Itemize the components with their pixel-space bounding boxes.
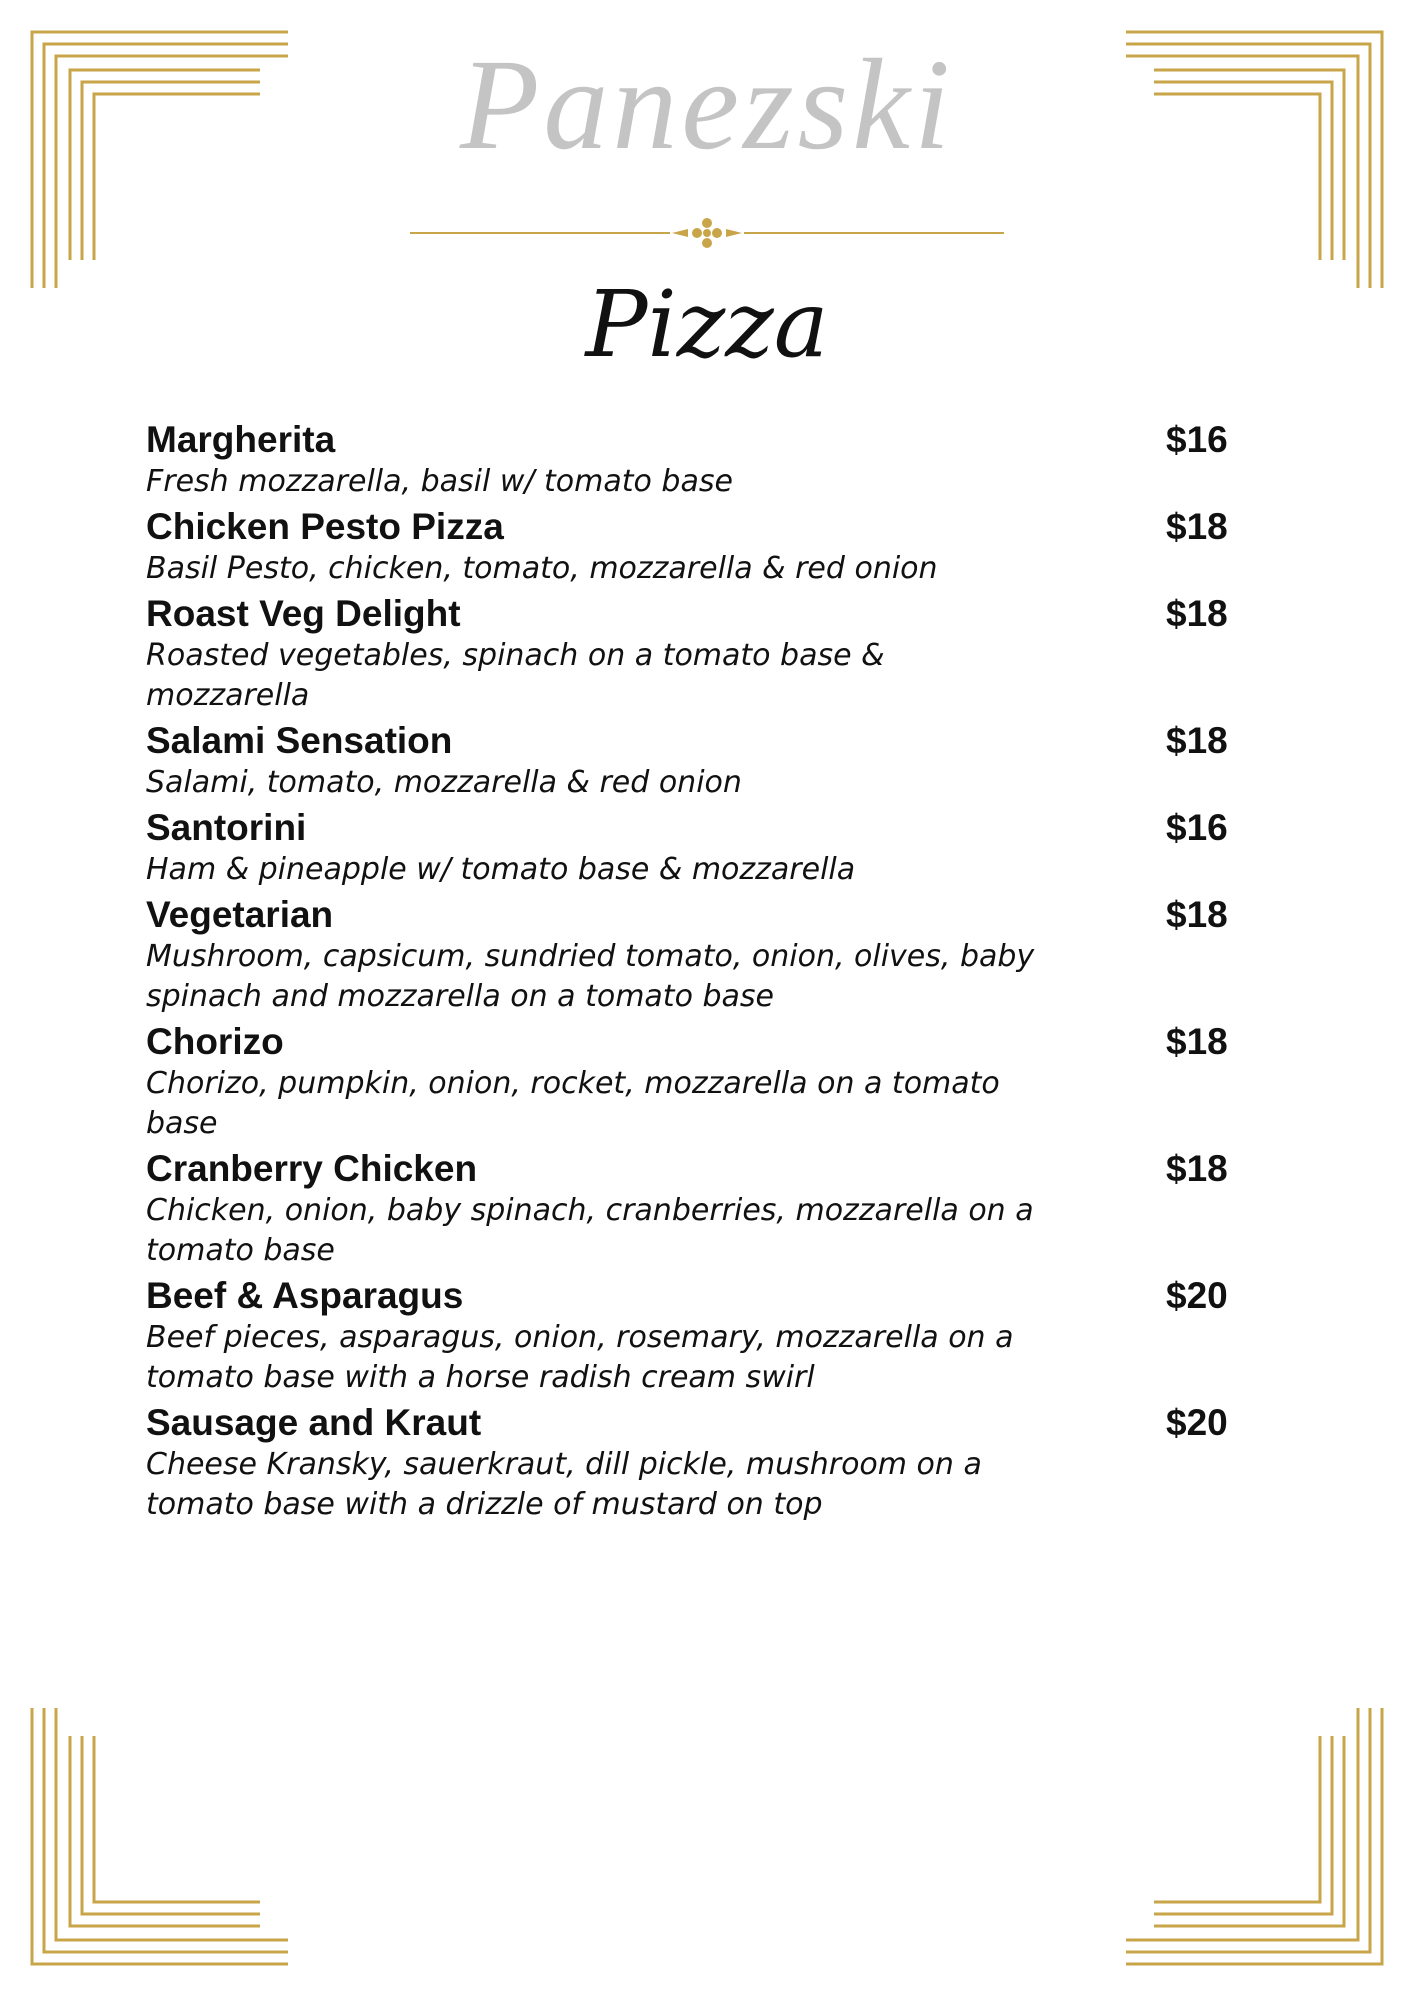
item-price: $20 bbox=[1166, 1275, 1228, 1316]
item-name: Santorini bbox=[146, 807, 307, 848]
menu-item bbox=[146, 592, 1226, 716]
item-description: Chorizo, pumpkin, onion, rocket, mozzarella on a tomato base bbox=[146, 1066, 1000, 1141]
item-description: Cheese Kransky, sauerkraut, dill pickle, mushroom on a tomato base with a drizzle of mustard on top bbox=[146, 1447, 982, 1522]
menu-list bbox=[146, 418, 1226, 1528]
item-name: Salami Sensation bbox=[146, 720, 453, 761]
menu-item bbox=[146, 719, 1226, 803]
menu-item bbox=[146, 806, 1226, 890]
item-price: $20 bbox=[1166, 1402, 1228, 1443]
item-description: Fresh mozzarella, basil w/ tomato base bbox=[146, 464, 733, 499]
item-description: Chicken, onion, baby spinach, cranberries, mozzarella on a tomato base bbox=[146, 1193, 1034, 1268]
item-price: $16 bbox=[1166, 419, 1228, 460]
menu-item bbox=[146, 1274, 1226, 1398]
item-name: Sausage and Kraut bbox=[146, 1402, 482, 1443]
item-price: $16 bbox=[1166, 807, 1228, 848]
item-name: Cranberry Chicken bbox=[146, 1148, 478, 1189]
menu-item bbox=[146, 505, 1226, 589]
menu-item bbox=[146, 1401, 1226, 1525]
section-title: Pizza bbox=[585, 271, 829, 378]
item-price: $18 bbox=[1166, 1148, 1228, 1189]
menu-item bbox=[146, 1147, 1226, 1271]
item-name: Margherita bbox=[146, 419, 336, 460]
menu-item bbox=[146, 418, 1226, 502]
item-name: Chicken Pesto Pizza bbox=[146, 506, 504, 547]
item-name: Chorizo bbox=[146, 1021, 284, 1062]
item-price: $18 bbox=[1166, 720, 1228, 761]
item-description: Beef pieces, asparagus, onion, rosemary, mozzarella on a tomato base with a horse radish cream swirl bbox=[146, 1320, 1014, 1395]
gold-corner-frame-icon bbox=[30, 1706, 290, 1966]
item-price: $18 bbox=[1166, 593, 1228, 634]
item-description: Salami, tomato, mozzarella & red onion bbox=[146, 765, 742, 800]
item-price: $18 bbox=[1166, 506, 1228, 547]
menu-item bbox=[146, 1020, 1226, 1144]
gold-corner-frame-icon bbox=[1124, 1706, 1384, 1966]
brand-logo: Panezski bbox=[459, 33, 955, 177]
menu-item bbox=[146, 893, 1226, 1017]
item-name: Beef & Asparagus bbox=[146, 1275, 464, 1316]
item-description: Ham & pineapple w/ tomato base & mozzarella bbox=[146, 852, 856, 887]
fleur-divider-icon bbox=[410, 218, 1004, 248]
item-description: Roasted vegetables, spinach on a tomato base & mozzarella bbox=[146, 638, 885, 713]
item-price: $18 bbox=[1166, 894, 1228, 935]
item-description: Mushroom, capsicum, sundried tomato, onion, olives, baby spinach and mozzarella on a tomato base bbox=[146, 939, 1035, 1014]
item-name: Roast Veg Delight bbox=[146, 593, 461, 634]
item-price: $18 bbox=[1166, 1021, 1228, 1062]
item-description: Basil Pesto, chicken, tomato, mozzarella & red onion bbox=[146, 551, 938, 586]
item-name: Vegetarian bbox=[146, 894, 334, 935]
